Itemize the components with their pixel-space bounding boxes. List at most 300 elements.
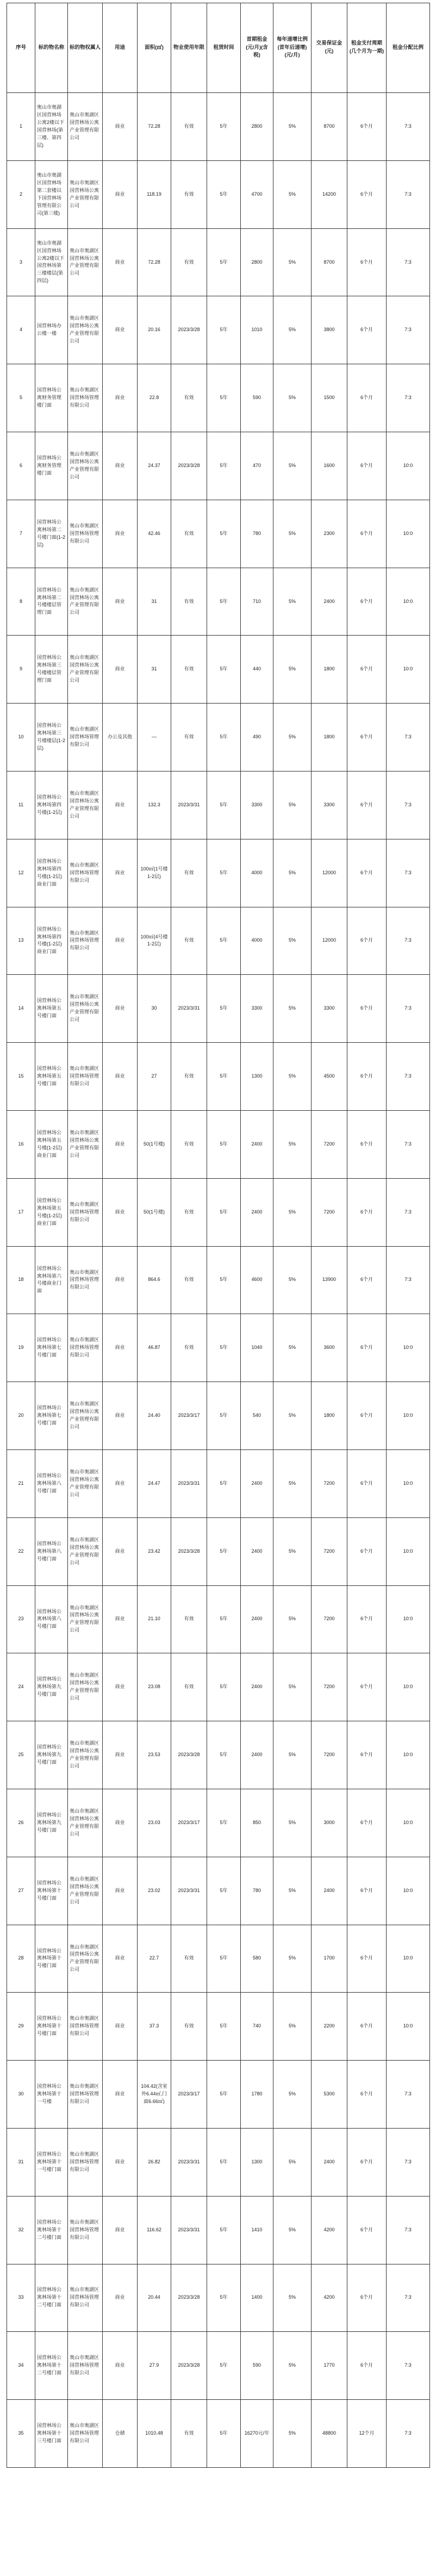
- cell-name: 国营林场公寓林场第十一号楼门面: [35, 2128, 68, 2196]
- cell-name: 国营林场公寓林场第四号楼(1-2层)商业门面: [35, 839, 68, 907]
- cell-usage: 商业: [103, 907, 138, 975]
- cell-name: 国营林场公寓林场第三号楼楼层(1-2层): [35, 704, 68, 771]
- cell-annual-increase: 5%: [273, 975, 312, 1043]
- cell-owner: 奥山市奥湖区国营林场管理有限公司: [68, 839, 103, 907]
- cell-property-term: 有效: [171, 1314, 207, 1382]
- cell-area: 24.37: [138, 432, 171, 500]
- cell-index: 6: [7, 432, 35, 500]
- cell-area: 30: [138, 975, 171, 1043]
- cell-property-term: 2023/3/28: [171, 1517, 207, 1585]
- cell-deposit: 8700: [312, 228, 347, 296]
- cell-index: 11: [7, 771, 35, 839]
- cell-name: 国营林场公寓林场第二号楼楼层管理门面: [35, 568, 68, 636]
- cell-usage: 商业: [103, 1857, 138, 1925]
- col-header-owner: 标的物权属人: [68, 3, 103, 93]
- cell-area: 26.82: [138, 2128, 171, 2196]
- cell-first-rent: 850: [241, 1789, 273, 1857]
- cell-split-ratio: 7:3: [387, 1110, 430, 1178]
- cell-first-rent: 470: [241, 432, 273, 500]
- cell-property-term: 有效: [171, 568, 207, 636]
- cell-index: 30: [7, 2061, 35, 2129]
- cell-name: 国营林场公寓林场第三号楼楼层管理门面: [35, 636, 68, 704]
- cell-lease-term: 5年: [207, 975, 241, 1043]
- col-header-split-ratio: 租金分配比例: [387, 3, 430, 93]
- cell-deposit: 8700: [312, 93, 347, 161]
- col-header-area: 面积(㎡): [138, 3, 171, 93]
- cell-annual-increase: 5%: [273, 2128, 312, 2196]
- cell-deposit: 14200: [312, 160, 347, 228]
- cell-annual-increase: 5%: [273, 771, 312, 839]
- cell-first-rent: 580: [241, 1925, 273, 1993]
- cell-name: 国营林场公寓林场第九号楼门面: [35, 1721, 68, 1789]
- cell-split-ratio: 10:0: [387, 1993, 430, 2061]
- cell-owner: 奥山市奥湖区国营林场公寓产业管理有限公司: [68, 1857, 103, 1925]
- cell-lease-term: 5年: [207, 1721, 241, 1789]
- col-header-property-term: 物业使用年限: [171, 3, 207, 93]
- cell-name: 奥山市奥湖区国营林场公寓2楼以下国营林场(第三楼、第四层): [35, 93, 68, 161]
- cell-name: 国营林场公寓林场第四号楼(1-2层)商业门面: [35, 907, 68, 975]
- cell-first-rent: 2400: [241, 1721, 273, 1789]
- cell-split-ratio: 7:3: [387, 2332, 430, 2400]
- cell-owner: 奥山市奥湖区国营林场管理有限公司: [68, 1178, 103, 1246]
- table-row: [7, 1857, 430, 1925]
- cell-annual-increase: 5%: [273, 2264, 312, 2332]
- cell-split-ratio: 7:3: [387, 93, 430, 161]
- cell-owner: 奥山市奥湖区国营林场管理有限公司: [68, 2400, 103, 2468]
- cell-deposit: 1770: [312, 2332, 347, 2400]
- cell-annual-increase: 5%: [273, 93, 312, 161]
- table-row: [7, 1517, 430, 1585]
- cell-payment-cycle: 6个月: [347, 2128, 387, 2196]
- cell-property-term: 2023/3/31: [171, 975, 207, 1043]
- cell-usage: 商业: [103, 1449, 138, 1517]
- cell-annual-increase: 5%: [273, 1314, 312, 1382]
- cell-index: 24: [7, 1653, 35, 1721]
- cell-owner: 奥山市奥湖区国营林场公寓产业管理有限公司: [68, 975, 103, 1043]
- cell-usage: 商业: [103, 160, 138, 228]
- cell-property-term: 2023/3/28: [171, 432, 207, 500]
- cell-name: 国营林场公寓林场第八号楼门面: [35, 1585, 68, 1653]
- cell-lease-term: 5年: [207, 907, 241, 975]
- cell-payment-cycle: 6个月: [347, 160, 387, 228]
- table-row: [7, 1653, 430, 1721]
- cell-payment-cycle: 6个月: [347, 228, 387, 296]
- cell-first-rent: 540: [241, 1382, 273, 1450]
- cell-payment-cycle: 6个月: [347, 296, 387, 364]
- cell-owner: 奥山市奥湖区国营林场管理有限公司: [68, 2128, 103, 2196]
- cell-annual-increase: 5%: [273, 1925, 312, 1993]
- cell-index: 29: [7, 1993, 35, 2061]
- cell-deposit: 1800: [312, 704, 347, 771]
- cell-first-rent: 1010: [241, 296, 273, 364]
- cell-lease-term: 5年: [207, 1789, 241, 1857]
- cell-first-rent: 1400: [241, 2264, 273, 2332]
- cell-area: 100㎡(1号楼1-2层): [138, 839, 171, 907]
- cell-owner: 奥山市奥湖区国营林场公寓产业管理有限公司: [68, 636, 103, 704]
- rental-listing-table: [7, 3, 430, 2468]
- cell-index: 1: [7, 93, 35, 161]
- cell-lease-term: 5年: [207, 1993, 241, 2061]
- cell-property-term: 有效: [171, 160, 207, 228]
- cell-area: 31: [138, 568, 171, 636]
- cell-deposit: 1800: [312, 636, 347, 704]
- cell-property-term: 2023/3/28: [171, 2264, 207, 2332]
- cell-payment-cycle: 6个月: [347, 2196, 387, 2264]
- cell-index: 33: [7, 2264, 35, 2332]
- cell-lease-term: 5年: [207, 1653, 241, 1721]
- cell-owner: 奥山市奥湖区国营林场公寓产业管理有限公司: [68, 93, 103, 161]
- cell-first-rent: 710: [241, 568, 273, 636]
- cell-annual-increase: 5%: [273, 704, 312, 771]
- cell-payment-cycle: 6个月: [347, 771, 387, 839]
- cell-area: 50(1号楼): [138, 1110, 171, 1178]
- cell-first-rent: 780: [241, 1857, 273, 1925]
- cell-payment-cycle: 6个月: [347, 1449, 387, 1517]
- cell-split-ratio: 10:0: [387, 1721, 430, 1789]
- cell-name: 国营林场公寓林场第十二号楼门面: [35, 2332, 68, 2400]
- table-row: [7, 568, 430, 636]
- cell-payment-cycle: 6个月: [347, 1585, 387, 1653]
- cell-owner: 奥山市奥湖区国营林场公寓产业管理有限公司: [68, 1110, 103, 1178]
- col-header-name: 标的物名称: [35, 3, 68, 93]
- cell-split-ratio: 7:3: [387, 160, 430, 228]
- cell-name: 国营林场公寓林场第五号楼门面: [35, 1043, 68, 1111]
- cell-first-rent: 2400: [241, 1449, 273, 1517]
- cell-lease-term: 5年: [207, 636, 241, 704]
- cell-property-term: 有效: [171, 1110, 207, 1178]
- cell-usage: 商业: [103, 1653, 138, 1721]
- cell-usage: 商业: [103, 568, 138, 636]
- cell-property-term: 有效: [171, 1178, 207, 1246]
- cell-index: 25: [7, 1721, 35, 1789]
- cell-owner: 奥山市奥湖区国营林场公寓产业管理有限公司: [68, 1517, 103, 1585]
- cell-name: 国营林场公寓林场第十二号楼门面: [35, 2264, 68, 2332]
- cell-index: 27: [7, 1857, 35, 1925]
- cell-lease-term: 5年: [207, 2128, 241, 2196]
- table-row: [7, 771, 430, 839]
- cell-usage: 商业: [103, 2264, 138, 2332]
- cell-payment-cycle: 6个月: [347, 1314, 387, 1382]
- cell-usage: 商业: [103, 1517, 138, 1585]
- cell-index: 10: [7, 704, 35, 771]
- cell-name: 国营林场公寓林场第五号楼(1-2层)商业门面: [35, 1110, 68, 1178]
- cell-split-ratio: 7:3: [387, 364, 430, 432]
- cell-owner: 奥山市奥湖区国营林场管理有限公司: [68, 500, 103, 568]
- cell-name: 国营林场公寓林场第六号楼商业门面: [35, 1246, 68, 1314]
- table-row: [7, 839, 430, 907]
- cell-lease-term: 5年: [207, 1382, 241, 1450]
- cell-deposit: 48800: [312, 2400, 347, 2468]
- cell-deposit: 5300: [312, 2061, 347, 2129]
- cell-annual-increase: 5%: [273, 364, 312, 432]
- cell-lease-term: 5年: [207, 568, 241, 636]
- cell-deposit: 7200: [312, 1178, 347, 1246]
- cell-split-ratio: 10:0: [387, 1449, 430, 1517]
- cell-lease-term: 5年: [207, 2061, 241, 2129]
- cell-payment-cycle: 6个月: [347, 1382, 387, 1450]
- cell-area: 23.53: [138, 1721, 171, 1789]
- cell-property-term: 有效: [171, 1585, 207, 1653]
- cell-index: 3: [7, 228, 35, 296]
- cell-deposit: 12000: [312, 907, 347, 975]
- cell-lease-term: 5年: [207, 2264, 241, 2332]
- cell-payment-cycle: 6个月: [347, 704, 387, 771]
- cell-lease-term: 5年: [207, 1110, 241, 1178]
- cell-area: 23.03: [138, 1789, 171, 1857]
- cell-index: 28: [7, 1925, 35, 1993]
- cell-deposit: 7200: [312, 1449, 347, 1517]
- cell-property-term: 有效: [171, 1043, 207, 1111]
- table-row: [7, 2332, 430, 2400]
- col-header-usage: 用途: [103, 3, 138, 93]
- cell-owner: 奥山市奥湖区国营林场公寓产业管理有限公司: [68, 432, 103, 500]
- cell-name: 国营林场公寓林场第九号楼门面: [35, 1653, 68, 1721]
- cell-index: 9: [7, 636, 35, 704]
- table-row: [7, 1585, 430, 1653]
- cell-property-term: 有效: [171, 364, 207, 432]
- cell-property-term: 有效: [171, 636, 207, 704]
- cell-usage: 仓储: [103, 2400, 138, 2468]
- cell-owner: 奥山市奥湖区国营林场管理有限公司: [68, 2061, 103, 2129]
- cell-split-ratio: 7:3: [387, 2196, 430, 2264]
- cell-deposit: 2400: [312, 568, 347, 636]
- cell-first-rent: 740: [241, 1993, 273, 2061]
- cell-area: 20.16: [138, 296, 171, 364]
- cell-deposit: 1800: [312, 1382, 347, 1450]
- cell-name: 国营林场公寓财务管理楼门面: [35, 432, 68, 500]
- cell-annual-increase: 5%: [273, 1382, 312, 1450]
- cell-split-ratio: 7:3: [387, 2061, 430, 2129]
- cell-owner: 奥山市奥湖区国营林场管理有限公司: [68, 364, 103, 432]
- cell-property-term: 2023/3/17: [171, 2061, 207, 2129]
- cell-usage: 商业: [103, 975, 138, 1043]
- cell-owner: 奥山市奥湖区国营林场管理有限公司: [68, 1043, 103, 1111]
- cell-usage: 商业: [103, 771, 138, 839]
- cell-first-rent: 3300: [241, 975, 273, 1043]
- cell-lease-term: 5年: [207, 1925, 241, 1993]
- cell-usage: 商业: [103, 1178, 138, 1246]
- table-row: [7, 975, 430, 1043]
- cell-index: 16: [7, 1110, 35, 1178]
- table-row: [7, 1382, 430, 1450]
- cell-first-rent: 1780: [241, 2061, 273, 2129]
- cell-property-term: 有效: [171, 500, 207, 568]
- cell-payment-cycle: 6个月: [347, 364, 387, 432]
- cell-payment-cycle: 6个月: [347, 2061, 387, 2129]
- cell-index: 2: [7, 160, 35, 228]
- cell-split-ratio: 7:3: [387, 704, 430, 771]
- cell-usage: 商业: [103, 296, 138, 364]
- cell-owner: 奥山市奥湖区国营林场管理有限公司: [68, 704, 103, 771]
- cell-annual-increase: 5%: [273, 568, 312, 636]
- cell-payment-cycle: 6个月: [347, 500, 387, 568]
- table-row: [7, 2264, 430, 2332]
- cell-payment-cycle: 6个月: [347, 568, 387, 636]
- cell-usage: 商业: [103, 1925, 138, 1993]
- cell-annual-increase: 5%: [273, 296, 312, 364]
- cell-area: 22.8: [138, 364, 171, 432]
- cell-split-ratio: 10:0: [387, 500, 430, 568]
- cell-owner: 奥山市奥湖区国营林场管理有限公司: [68, 907, 103, 975]
- cell-split-ratio: 10:0: [387, 568, 430, 636]
- cell-deposit: 13900: [312, 1246, 347, 1314]
- cell-lease-term: 5年: [207, 839, 241, 907]
- col-header-annual-increase: 每年递增比例(首年后递增)(元/月): [273, 3, 312, 93]
- col-header-payment-cycle: 租金支付周期(几个月为一期): [347, 3, 387, 93]
- cell-annual-increase: 5%: [273, 1993, 312, 2061]
- cell-annual-increase: 5%: [273, 636, 312, 704]
- cell-first-rent: 1040: [241, 1314, 273, 1382]
- cell-payment-cycle: 6个月: [347, 975, 387, 1043]
- cell-split-ratio: 7:3: [387, 2264, 430, 2332]
- cell-owner: 奥山市奥湖区国营林场公寓产业管理有限公司: [68, 771, 103, 839]
- table-row: [7, 432, 430, 500]
- cell-name: 国营林场公寓林场第十三号楼门面: [35, 2400, 68, 2468]
- cell-usage: 商业: [103, 1993, 138, 2061]
- cell-index: 17: [7, 1178, 35, 1246]
- cell-usage: 商业: [103, 500, 138, 568]
- cell-name: 国营林场公寓林场第五号楼(1-2层)商业门面: [35, 1178, 68, 1246]
- cell-first-rent: 2400: [241, 1110, 273, 1178]
- cell-annual-increase: 5%: [273, 2332, 312, 2400]
- cell-name: 国营林场公寓林场第八号楼门面: [35, 1449, 68, 1517]
- cell-usage: 商业: [103, 1246, 138, 1314]
- cell-split-ratio: 7:3: [387, 771, 430, 839]
- cell-first-rent: 16270元/年: [241, 2400, 273, 2468]
- table-row: [7, 500, 430, 568]
- cell-name: 国营林场公寓林场第二号楼门面(1-2层): [35, 500, 68, 568]
- cell-split-ratio: 10:0: [387, 432, 430, 500]
- table-row: [7, 93, 430, 161]
- cell-lease-term: 5年: [207, 771, 241, 839]
- cell-lease-term: 5年: [207, 1043, 241, 1111]
- table-row: [7, 1246, 430, 1314]
- cell-name: 国营林场公寓林场第十号楼门面: [35, 1857, 68, 1925]
- table-row: [7, 228, 430, 296]
- table-row: [7, 364, 430, 432]
- cell-usage: 商业: [103, 636, 138, 704]
- cell-annual-increase: 5%: [273, 2400, 312, 2468]
- cell-split-ratio: 10:0: [387, 1925, 430, 1993]
- cell-split-ratio: 10:0: [387, 1517, 430, 1585]
- cell-annual-increase: 5%: [273, 1653, 312, 1721]
- cell-owner: 奥山市奥湖区国营林场公寓产业管理有限公司: [68, 160, 103, 228]
- cell-index: 20: [7, 1382, 35, 1450]
- cell-property-term: 2023/3/31: [171, 1449, 207, 1517]
- cell-area: 23.42: [138, 1517, 171, 1585]
- cell-index: 32: [7, 2196, 35, 2264]
- cell-annual-increase: 5%: [273, 907, 312, 975]
- cell-owner: 奥山市奥湖区国营林场管理有限公司: [68, 1993, 103, 2061]
- cell-deposit: 1600: [312, 432, 347, 500]
- cell-area: 23.08: [138, 1653, 171, 1721]
- cell-property-term: 2023/3/28: [171, 2332, 207, 2400]
- cell-first-rent: 590: [241, 364, 273, 432]
- cell-payment-cycle: 6个月: [347, 1925, 387, 1993]
- cell-deposit: 3300: [312, 771, 347, 839]
- cell-split-ratio: 7:3: [387, 1246, 430, 1314]
- cell-split-ratio: 7:3: [387, 2400, 430, 2468]
- cell-owner: 奥山市奥湖区国营林场管理有限公司: [68, 2196, 103, 2264]
- cell-area: 42.46: [138, 500, 171, 568]
- cell-annual-increase: 5%: [273, 1246, 312, 1314]
- cell-split-ratio: 7:3: [387, 228, 430, 296]
- cell-deposit: 3800: [312, 296, 347, 364]
- cell-area: 21.10: [138, 1585, 171, 1653]
- cell-property-term: 2023/3/31: [171, 2128, 207, 2196]
- cell-owner: 奥山市奥湖区国营林场公寓产业管理有限公司: [68, 1585, 103, 1653]
- cell-usage: 商业: [103, 1110, 138, 1178]
- cell-payment-cycle: 6个月: [347, 1043, 387, 1111]
- cell-area: 24.40: [138, 1382, 171, 1450]
- cell-index: 13: [7, 907, 35, 975]
- cell-first-rent: 1410: [241, 2196, 273, 2264]
- table-row: [7, 636, 430, 704]
- cell-usage: 办公及其他: [103, 704, 138, 771]
- cell-deposit: 4200: [312, 2264, 347, 2332]
- cell-index: 7: [7, 500, 35, 568]
- cell-split-ratio: 10:0: [387, 1653, 430, 1721]
- cell-lease-term: 5年: [207, 1517, 241, 1585]
- cell-property-term: 有效: [171, 704, 207, 771]
- cell-payment-cycle: 6个月: [347, 1721, 387, 1789]
- cell-index: 8: [7, 568, 35, 636]
- cell-index: 12: [7, 839, 35, 907]
- cell-deposit: 4200: [312, 2196, 347, 2264]
- cell-payment-cycle: 6个月: [347, 1178, 387, 1246]
- col-header-deposit: 交易保证金(元): [312, 3, 347, 93]
- cell-lease-term: 5年: [207, 160, 241, 228]
- cell-payment-cycle: 6个月: [347, 1993, 387, 2061]
- cell-first-rent: 3300: [241, 771, 273, 839]
- cell-payment-cycle: 6个月: [347, 636, 387, 704]
- cell-index: 22: [7, 1517, 35, 1585]
- cell-lease-term: 5年: [207, 2332, 241, 2400]
- cell-area: 27: [138, 1043, 171, 1111]
- table-row: [7, 1314, 430, 1382]
- table-row: [7, 1993, 430, 2061]
- cell-annual-increase: 5%: [273, 432, 312, 500]
- cell-deposit: 7200: [312, 1721, 347, 1789]
- cell-lease-term: 5年: [207, 1246, 241, 1314]
- cell-owner: 奥山市奥湖区国营林场管理有限公司: [68, 2264, 103, 2332]
- cell-annual-increase: 5%: [273, 1857, 312, 1925]
- cell-property-term: 有效: [171, 1653, 207, 1721]
- cell-index: 5: [7, 364, 35, 432]
- cell-annual-increase: 5%: [273, 500, 312, 568]
- cell-usage: 商业: [103, 2332, 138, 2400]
- cell-name: 国营林场公寓林场第十二号楼门面: [35, 2196, 68, 2264]
- cell-name: 奥山市奥湖区国营林场公寓2楼以下国营林场第三楼楼层(第四层): [35, 228, 68, 296]
- cell-area: 23.02: [138, 1857, 171, 1925]
- cell-annual-increase: 5%: [273, 1449, 312, 1517]
- cell-name: 国营林场公寓林场第七号楼门面: [35, 1382, 68, 1450]
- cell-area: 116.62: [138, 2196, 171, 2264]
- cell-lease-term: 5年: [207, 364, 241, 432]
- cell-annual-increase: 5%: [273, 1789, 312, 1857]
- cell-payment-cycle: 6个月: [347, 1789, 387, 1857]
- cell-lease-term: 5年: [207, 1449, 241, 1517]
- cell-area: 100㎡(4号楼1-2层): [138, 907, 171, 975]
- cell-annual-increase: 5%: [273, 1043, 312, 1111]
- cell-area: 22.7: [138, 1925, 171, 1993]
- cell-name: 国营林场公寓林场第八号楼门面: [35, 1517, 68, 1585]
- cell-first-rent: 4700: [241, 160, 273, 228]
- cell-property-term: 有效: [171, 93, 207, 161]
- cell-name: 国营林场公寓林场第十一号楼: [35, 2061, 68, 2129]
- cell-first-rent: 2400: [241, 1517, 273, 1585]
- cell-area: 27.9: [138, 2332, 171, 2400]
